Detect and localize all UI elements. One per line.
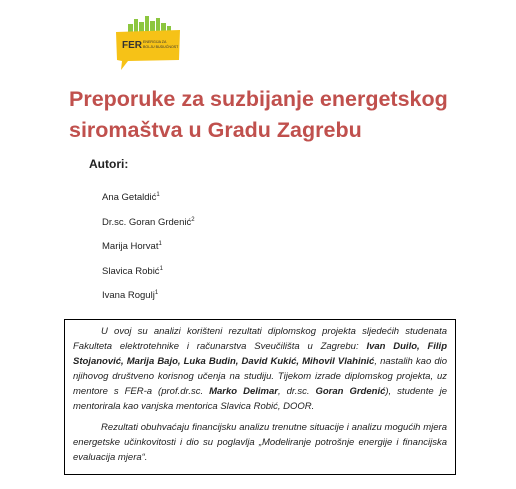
logo-tagline-2: BOLJU BUDUĆNOST (143, 45, 179, 49)
author-item (102, 190, 195, 203)
ack-text: ), studente je mentorirala kao vanjska mentorica Slavica Robić, DOOR. (73, 386, 448, 412)
fer-logo-graphic (112, 14, 184, 76)
author-affiliation: 1 (154, 290, 159, 296)
author-affiliation: 1 (156, 192, 160, 198)
ack-mentor-name: Marko Delimar (209, 386, 278, 397)
logo-text: FER (122, 40, 142, 51)
author-item (102, 215, 195, 228)
ack-text: U ovoj su analizi korišteni rezultati diplomskog projekta sljedećih studenata Fakulteta elektrotehnike i računarstva Sveučilišta u Zagrebu: (73, 326, 447, 352)
ack-text: , nastalih kao dio njihovog društveno korisnog učenja na studiju. Tijekom izrade diplomskog projekta, uz mentore s FER-a (prof.dr.sc. (73, 356, 447, 397)
title-line-2: siromaštva u Gradu Zagrebu (69, 118, 362, 142)
author-list (102, 190, 195, 313)
author-item (102, 264, 195, 277)
document-title (69, 84, 489, 146)
author-affiliation: 2 (191, 216, 195, 223)
acknowledgement-paragraph-2: Rezultati obuhvaćaju financijsku analizu trenutne situacije i analizu mogućih mjera energetske učinkovitosti i dio su poglavlja „Modeliranje potrošnje energije i financijska evaluacija mjera“. (73, 422, 447, 463)
ack-text: , dr.sc. (277, 386, 316, 397)
author-item (102, 239, 195, 252)
fer-logo (112, 14, 184, 76)
author-name: Ana Getaldić (102, 192, 157, 203)
author-name: Ivana Rogulj (102, 290, 155, 301)
authors-heading: Autori: (89, 157, 129, 171)
ack-student-names: Ivan Duilo, Filip Stojanović, Marija Bajo, Luka Budin, David Kukić, Mihovil Vlahinić (73, 341, 447, 367)
author-item (102, 288, 195, 301)
title-line-1: Preporuke za suzbijanje energetskog (69, 87, 448, 111)
author-affiliation: 1 (158, 241, 162, 247)
logo-tagline-1: ENERGIJA ZA (143, 40, 167, 44)
acknowledgement-paragraph-1 (73, 324, 447, 414)
author-name: Slavica Robić (102, 265, 160, 277)
author-name: Marija Horvat (102, 241, 159, 252)
author-name: Dr.sc. Goran Grdenić (102, 216, 192, 228)
author-affiliation: 1 (159, 265, 163, 272)
ack-mentor-name: Goran Grdenić (315, 386, 386, 397)
acknowledgement-box (64, 319, 456, 475)
